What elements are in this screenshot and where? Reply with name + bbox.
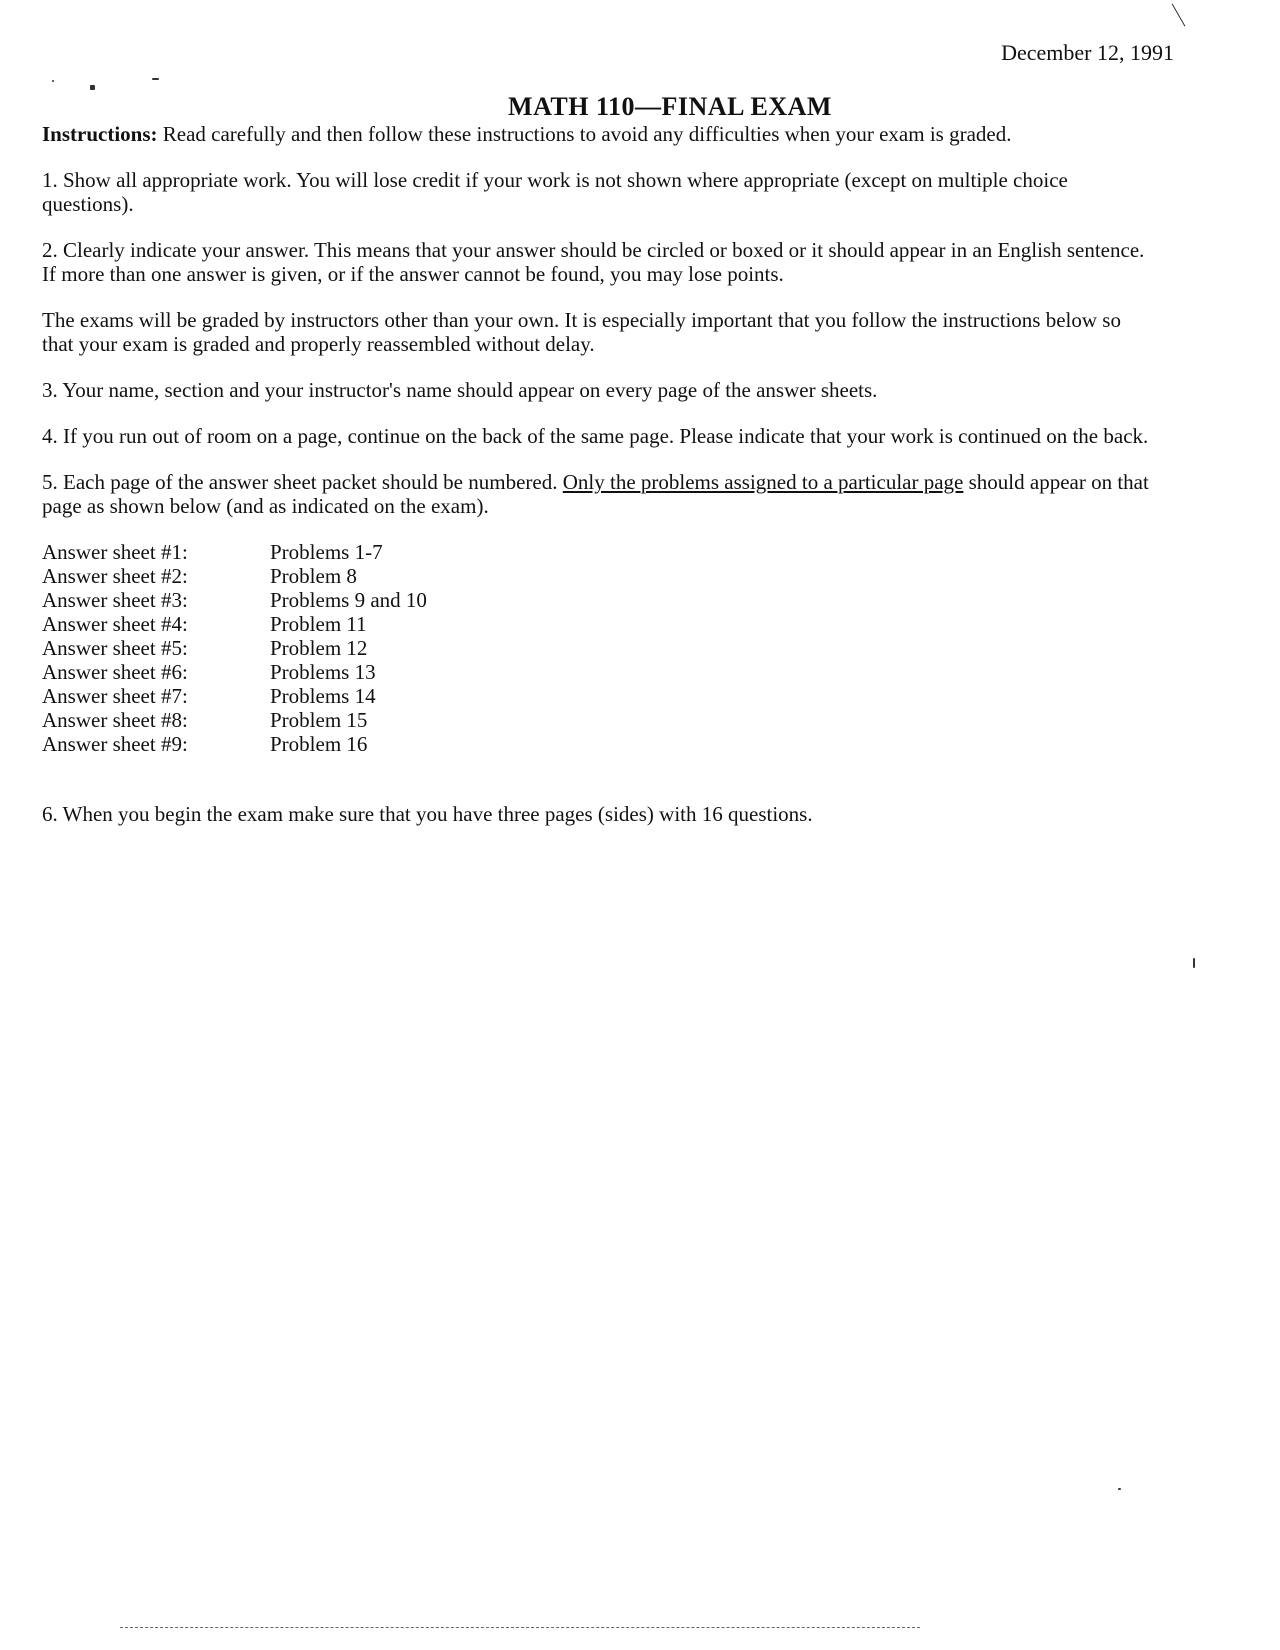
scan-speck	[90, 85, 95, 90]
answer-sheet-table	[42, 540, 427, 756]
instruction-item-1: 1. Show all appropriate work. You will lose credit if your work is not shown where appropriate (except on multiple choice questions).	[42, 168, 1068, 216]
answer-sheet-problems: Problem 16	[270, 732, 368, 756]
answer-sheet-problems: Problems 1-7	[270, 540, 383, 564]
answer-sheet-label: Answer sheet #1:	[42, 540, 188, 564]
answer-sheet-problems: Problems 9 and 10	[270, 588, 427, 612]
scan-speck	[52, 80, 54, 82]
answer-sheet-row	[42, 732, 427, 756]
scan-speck	[1172, 3, 1186, 26]
answer-sheet-row	[42, 636, 427, 660]
answer-sheet-problems: Problem 11	[270, 612, 367, 636]
item-5-underlined: Only the problems assigned to a particular page	[562, 470, 964, 494]
instruction-item-4: 4. If you run out of room on a page, continue on the back of the same page. Please indicate that your work is continued on the back.	[42, 424, 1149, 448]
instructions-paragraph	[42, 122, 1152, 146]
answer-sheet-problems: Problem 8	[270, 564, 357, 588]
answer-sheet-label: Answer sheet #4:	[42, 612, 188, 636]
answer-sheet-label: Answer sheet #8:	[42, 708, 188, 732]
answer-sheet-label: Answer sheet #9:	[42, 732, 188, 756]
answer-sheet-label: Answer sheet #7:	[42, 684, 188, 708]
scan-speck	[1193, 958, 1195, 968]
instruction-item-6: 6. When you begin the exam make sure that you have three pages (sides) with 16 questions.	[42, 802, 813, 826]
answer-sheet-label: Answer sheet #2:	[42, 564, 188, 588]
answer-sheet-problems: Problem 15	[270, 708, 368, 732]
instruction-item-5	[42, 470, 1152, 518]
answer-sheet-row	[42, 660, 427, 684]
answer-sheet-label: Answer sheet #6:	[42, 660, 188, 684]
answer-sheet-row	[42, 612, 427, 636]
answer-sheet-label: Answer sheet #3:	[42, 588, 188, 612]
instruction-item-2: 2. Clearly indicate your answer. This means that your answer should be circled or boxed or it should appear in an English sentence. If more than one answer is given, or if the answer cannot be found, you may lose points.	[42, 238, 1145, 286]
answer-sheet-row	[42, 684, 427, 708]
answer-sheet-problems: Problems 13	[270, 660, 376, 684]
answer-sheet-label: Answer sheet #5:	[42, 636, 188, 660]
instruction-item-3: 3. Your name, section and your instructor's name should appear on every page of the answer sheets.	[42, 378, 878, 402]
answer-sheet-row	[42, 708, 427, 732]
bottom-dashed-line	[120, 1627, 920, 1628]
answer-sheet-problems: Problems 14	[270, 684, 376, 708]
answer-sheet-row	[42, 564, 427, 588]
instructions-body	[42, 122, 1152, 848]
instructions-text: Read carefully and then follow these instructions to avoid any difficulties when your exam is graded.	[157, 122, 1012, 146]
answer-sheet-row	[42, 588, 427, 612]
grading-note: The exams will be graded by instructors other than your own. It is especially important that you follow the instructions below so that your exam is graded and properly reassembled without delay.	[42, 308, 1121, 356]
item-5-outro: should appear on that page as shown below (and as indicated on the exam).	[42, 470, 1149, 518]
scan-speck	[152, 78, 159, 80]
scan-speck	[1118, 1488, 1121, 1490]
item-5-intro: 5. Each page of the answer sheet packet should be numbered.	[42, 470, 563, 494]
answer-sheet-problems: Problem 12	[270, 636, 368, 660]
answer-sheet-row	[42, 540, 427, 564]
instructions-label: Instructions:	[42, 122, 158, 146]
exam-date: December 12, 1991	[1001, 40, 1174, 65]
page-title: MATH 110—FINAL EXAM	[508, 92, 832, 121]
